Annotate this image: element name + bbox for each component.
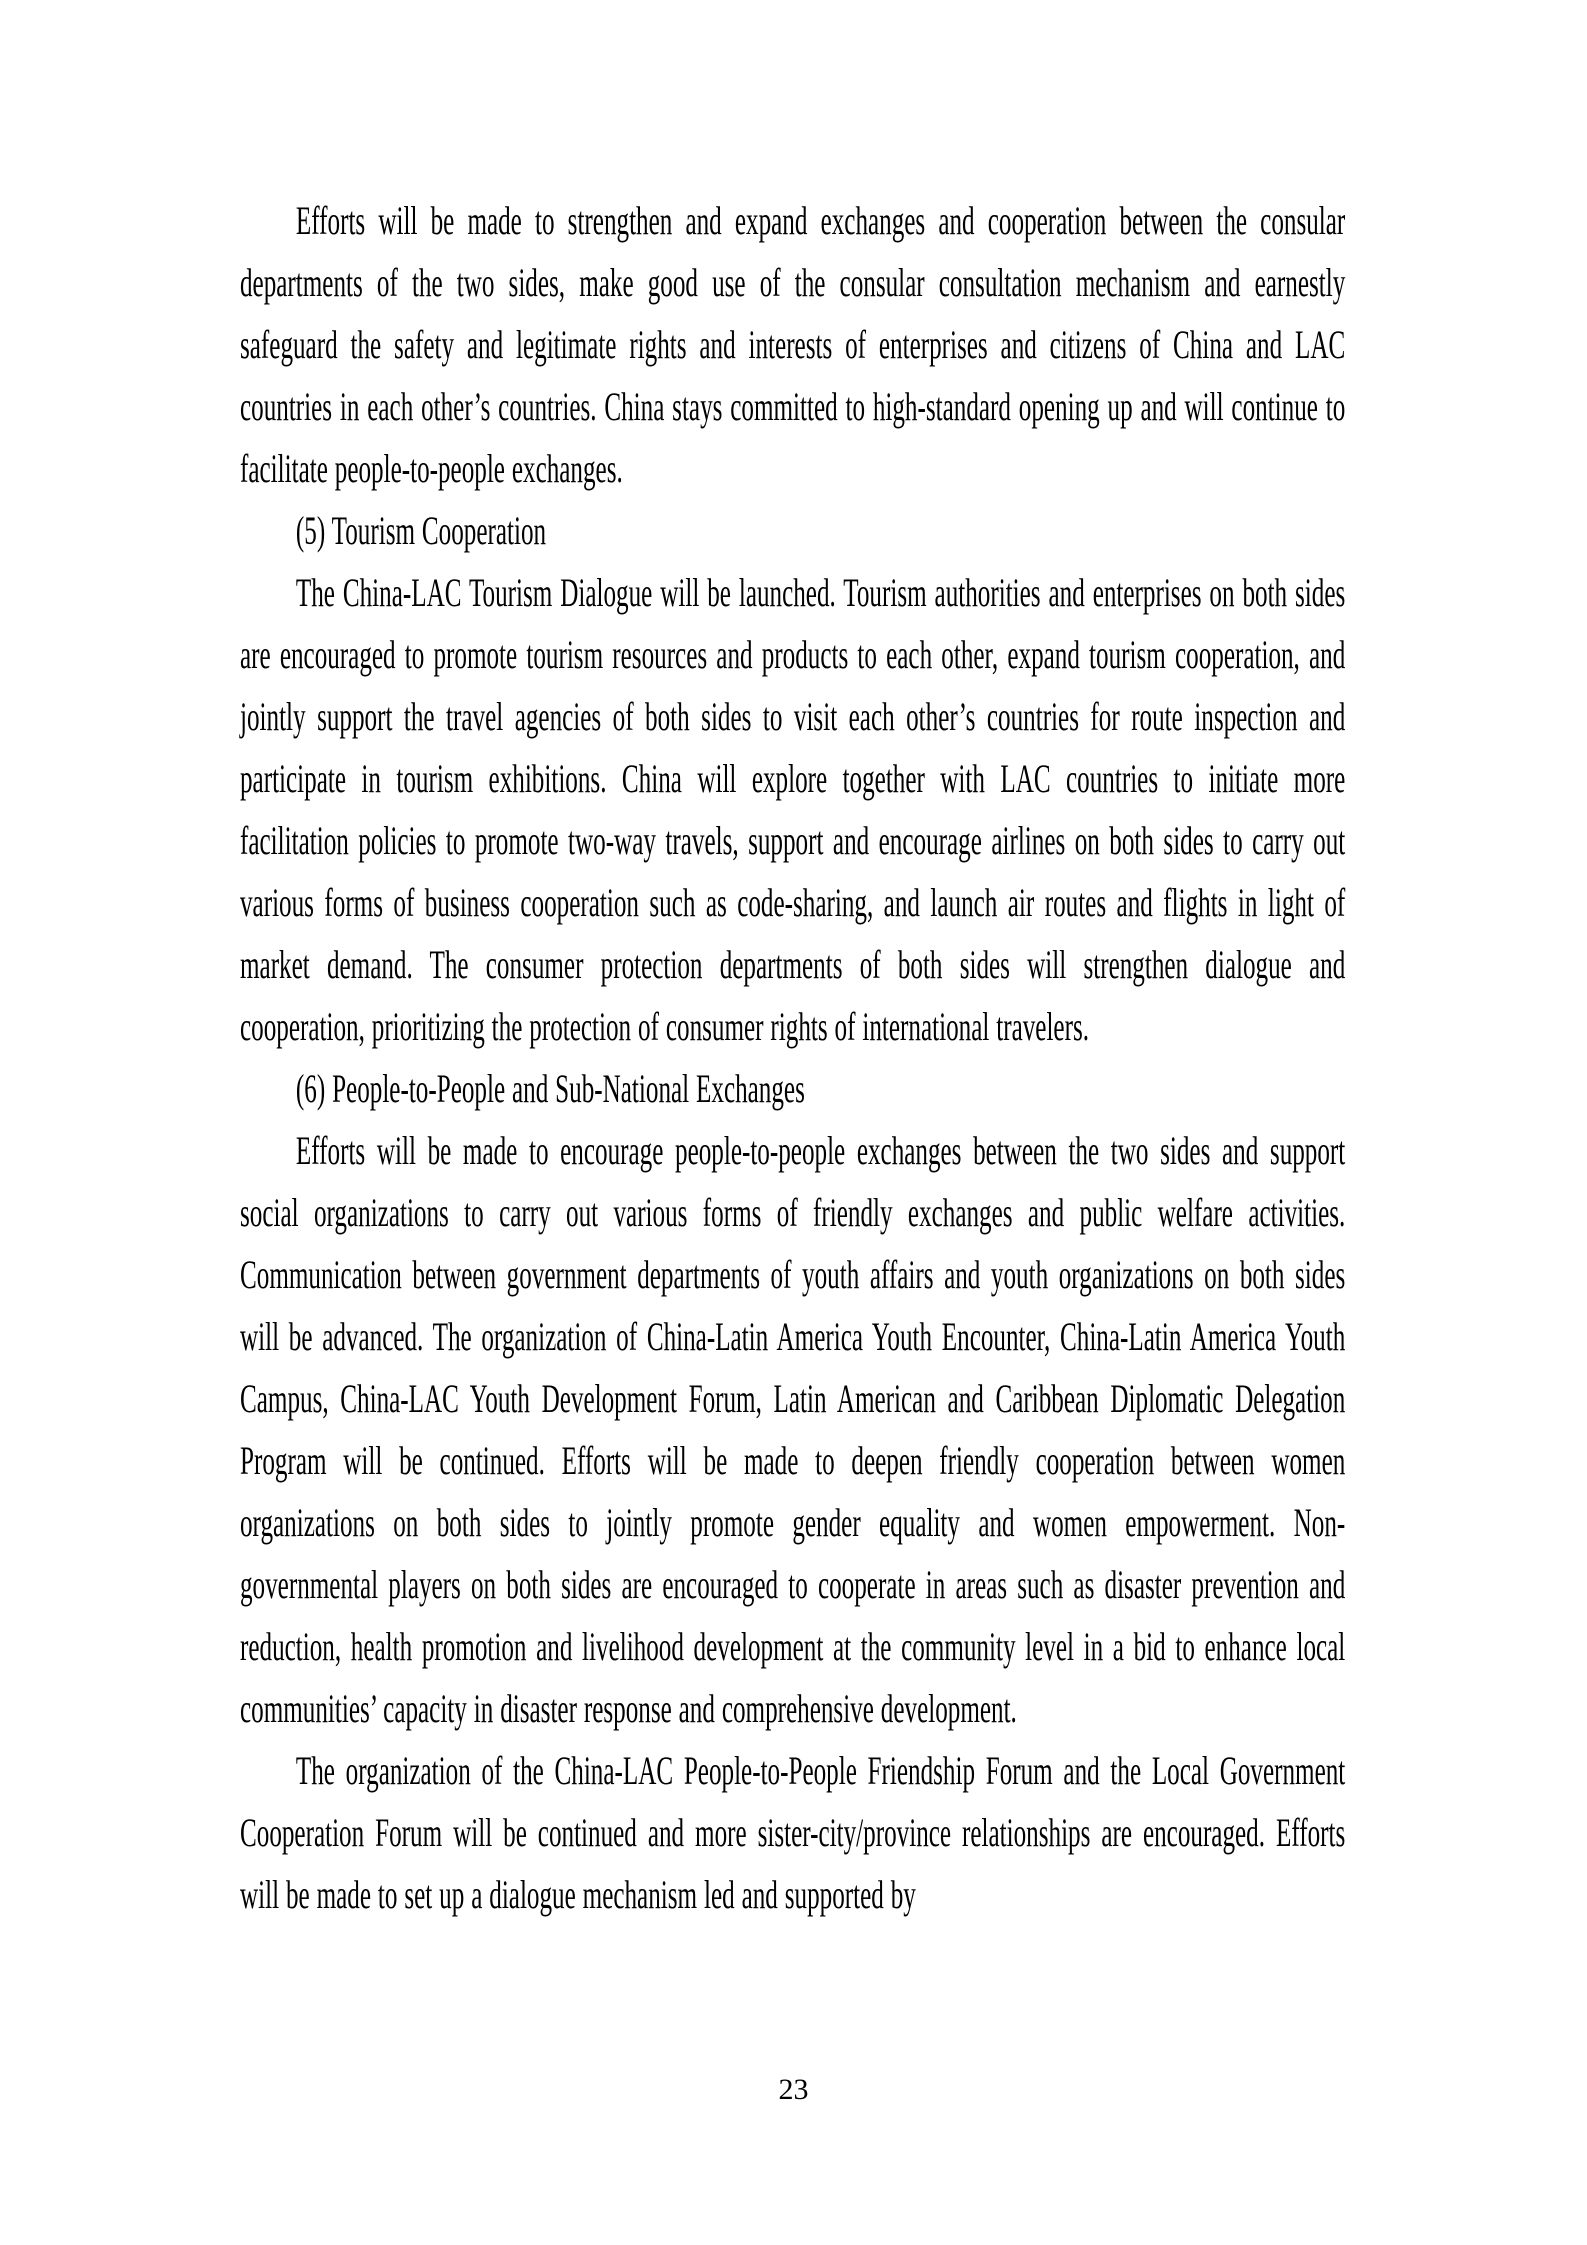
body-paragraph: Efforts will be made to strengthen and expand exchanges and cooperation between the consular departments of the two sides, make good use of the consular consultation mechanism and earnestly safeguard the safety and legitimate rights and interests of enterprises and citizens of China and LAC countries in each other’s countries. China stays committed to high-standard opening up and will continue to facilitate people-to-people exchanges. [240, 198, 1346, 491]
section-heading: (6) People-to-People and Sub-National Exchanges [295, 1066, 805, 1111]
page-number: 23 [778, 2073, 809, 2106]
page-content [240, 190, 1345, 1926]
body-paragraph: Efforts will be made to encourage people-to-people exchanges between the two sides and support social organizations to carry out various forms of friendly exchanges and public welfare activities. Communication between government departments of youth affairs and youth organizations on both sides will be advanced. The organization of China-Latin America Youth Encounter, China-Latin America Youth Campus, China-LAC Youth Development Forum, Latin American and Caribbean Diplomatic Delegation Program will be continued. Efforts will be made to deepen friendly cooperation between women organizations on both sides to jointly promote gender equality and women empowerment. Non-governmental players on both sides are encouraged to cooperate in areas such as disaster prevention and reduction, health promotion and livelihood development at the community level in a bid to enhance local communities’ capacity in disaster response and comprehensive development. [240, 1128, 1346, 1731]
body-paragraph: The organization of the China-LAC People-to-People Friendship Forum and the Local Government Cooperation Forum will be continued and more sister-city/province relationships are encouraged. Efforts will be made to set up a dialogue mechanism led and supported by [240, 1748, 1346, 1917]
section-heading: (5) Tourism Cooperation [295, 508, 547, 553]
body-paragraph: The China-LAC Tourism Dialogue will be launched. Tourism authorities and enterprises on both sides are encouraged to promote tourism resources and products to each other, expand tourism cooperation, and jointly support the travel agencies of both sides to visit each other’s countries for route inspection and participate in tourism exhibitions. China will explore together with LAC countries to initiate more facilitation policies to promote two-way travels, support and encourage airlines on both sides to carry out various forms of business cooperation such as code-sharing, and launch air routes and flights in light of market demand. The consumer protection departments of both sides will strengthen dialogue and cooperation, prioritizing the protection of consumer rights of international travelers. [240, 570, 1346, 1049]
